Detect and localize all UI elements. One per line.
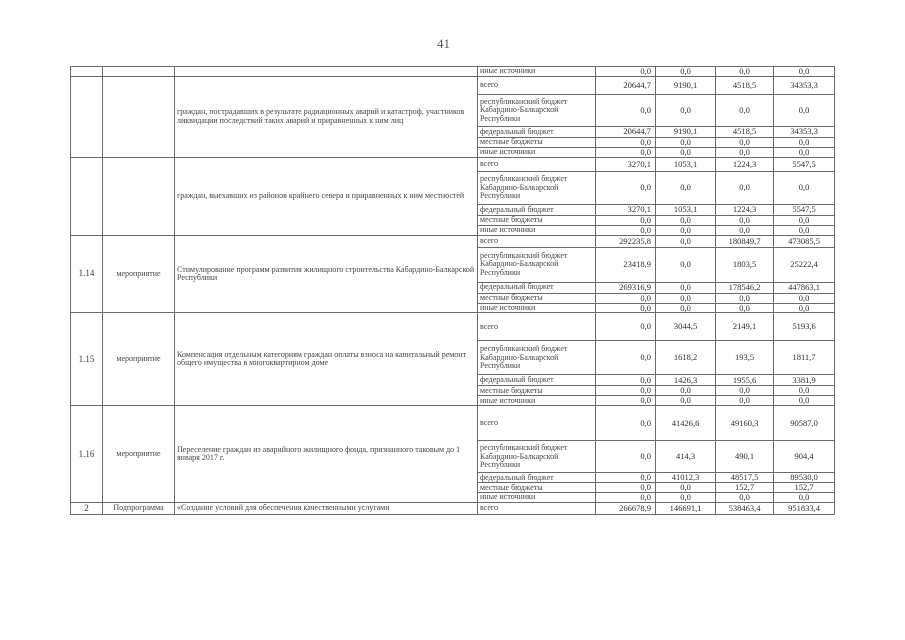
item-type (103, 67, 175, 77)
table-row (71, 76, 835, 94)
amount-cell: 180849,7 (716, 235, 774, 247)
amount-cell: 0,0 (716, 215, 774, 225)
amount-cell: 0,0 (774, 147, 835, 157)
amount-cell: 0,0 (656, 171, 716, 204)
amount-cell: 951833,4 (774, 503, 835, 515)
amount-cell: 1955,6 (716, 375, 774, 386)
amount-cell: 0,0 (774, 303, 835, 313)
item-number: 2 (71, 503, 103, 515)
amount-cell: 0,0 (596, 473, 656, 483)
amount-cell: 0,0 (596, 94, 656, 126)
amount-cell: 0,0 (656, 493, 716, 503)
amount-cell: 0,0 (656, 137, 716, 147)
funding-source: иные источники (478, 67, 596, 77)
item-type (103, 76, 175, 157)
funding-source: местные бюджеты (478, 483, 596, 493)
table-row (71, 406, 835, 441)
amount-cell: 0,0 (656, 147, 716, 157)
item-type (103, 157, 175, 235)
amount-cell: 20644,7 (596, 76, 656, 94)
amount-cell: 1426,3 (656, 375, 716, 386)
item-number (71, 157, 103, 235)
amount-cell: 0,0 (656, 235, 716, 247)
amount-cell: 0,0 (656, 282, 716, 293)
amount-cell: 0,0 (596, 215, 656, 225)
amount-cell: 178546,2 (716, 282, 774, 293)
amount-cell: 0,0 (716, 293, 774, 303)
amount-cell: 0,0 (774, 94, 835, 126)
amount-cell: 4518,5 (716, 76, 774, 94)
item-number: 1.15 (71, 313, 103, 406)
item-number (71, 76, 103, 157)
funding-source: иные источники (478, 493, 596, 503)
amount-cell: 0,0 (774, 225, 835, 235)
funding-source: местные бюджеты (478, 215, 596, 225)
amount-cell: 1224,3 (716, 204, 774, 215)
amount-cell: 269316,9 (596, 282, 656, 293)
amount-cell: 0,0 (596, 313, 656, 341)
item-description: Переселение граждан из аварийного жилищного фонда, признанного таковым до 1 января 2017 г. (175, 406, 478, 503)
amount-cell: 0,0 (716, 396, 774, 406)
funding-source: республиканский бюджет Кабардино-Балкарской Республики (478, 441, 596, 473)
amount-cell: 266678,9 (596, 503, 656, 515)
amount-cell: 0,0 (596, 396, 656, 406)
amount-cell: 0,0 (656, 396, 716, 406)
item-type: Подпрограмма (103, 503, 175, 515)
funding-source: всего (478, 76, 596, 94)
amount-cell: 473085,5 (774, 235, 835, 247)
funding-source: республиканский бюджет Кабардино-Балкарской Республики (478, 171, 596, 204)
funding-source: федеральный бюджет (478, 375, 596, 386)
amount-cell: 1053,1 (656, 204, 716, 215)
amount-cell: 414,3 (656, 441, 716, 473)
amount-cell: 0,0 (596, 406, 656, 441)
amount-cell: 0,0 (716, 147, 774, 157)
amount-cell: 1803,5 (716, 247, 774, 282)
amount-cell: 4518,5 (716, 126, 774, 137)
amount-cell: 0,0 (716, 493, 774, 503)
funding-source: иные источники (478, 147, 596, 157)
amount-cell: 0,0 (596, 441, 656, 473)
funding-source: республиканский бюджет Кабардино-Балкарской Республики (478, 341, 596, 375)
amount-cell: 20644,7 (596, 126, 656, 137)
amount-cell: 292235,8 (596, 235, 656, 247)
amount-cell: 0,0 (656, 67, 716, 77)
table-row (71, 313, 835, 341)
funding-source: иные источники (478, 303, 596, 313)
amount-cell: 0,0 (596, 483, 656, 493)
amount-cell: 0,0 (596, 225, 656, 235)
table-row (71, 503, 835, 515)
amount-cell: 0,0 (596, 303, 656, 313)
amount-cell: 0,0 (774, 171, 835, 204)
amount-cell: 49160,3 (716, 406, 774, 441)
funding-source: иные источники (478, 396, 596, 406)
amount-cell: 0,0 (716, 171, 774, 204)
amount-cell: 23418,9 (596, 247, 656, 282)
funding-source: иные источники (478, 225, 596, 235)
amount-cell: 90587,0 (774, 406, 835, 441)
item-number (71, 67, 103, 77)
amount-cell: 0,0 (656, 94, 716, 126)
funding-source: местные бюджеты (478, 137, 596, 147)
amount-cell: 0,0 (774, 386, 835, 396)
amount-cell: 447863,1 (774, 282, 835, 293)
amount-cell: 0,0 (716, 386, 774, 396)
amount-cell: 0,0 (774, 67, 835, 77)
item-description: граждан, пострадавших в результате радиационных аварий и катастроф, участников ликвидации последствий таких аварий и приравненных к ним лиц (175, 76, 478, 157)
amount-cell: 3044,5 (656, 313, 716, 341)
amount-cell: 34353,3 (774, 126, 835, 137)
amount-cell: 34353,3 (774, 76, 835, 94)
table-row (71, 67, 835, 77)
funding-source: всего (478, 503, 596, 515)
amount-cell: 89530,0 (774, 473, 835, 483)
amount-cell: 3270,1 (596, 157, 656, 171)
amount-cell: 152,7 (716, 483, 774, 493)
amount-cell: 0,0 (774, 396, 835, 406)
item-type: мероприятие (103, 313, 175, 406)
item-description: граждан, выехавших из районов крайнего севера и приравненных к ним местностей (175, 157, 478, 235)
amount-cell: 0,0 (656, 386, 716, 396)
amount-cell: 0,0 (656, 225, 716, 235)
amount-cell: 904,4 (774, 441, 835, 473)
item-description: Стимулирование программ развития жилищного строительства Кабардино-Балкарской Республики (175, 235, 478, 313)
item-type: мероприятие (103, 235, 175, 313)
funding-source: местные бюджеты (478, 386, 596, 396)
amount-cell: 0,0 (596, 147, 656, 157)
funding-source: федеральный бюджет (478, 282, 596, 293)
amount-cell: 0,0 (596, 137, 656, 147)
table-row (71, 235, 835, 247)
funding-source: федеральный бюджет (478, 126, 596, 137)
amount-cell: 193,5 (716, 341, 774, 375)
amount-cell: 1811,7 (774, 341, 835, 375)
amount-cell: 0,0 (656, 215, 716, 225)
amount-cell: 2149,1 (716, 313, 774, 341)
amount-cell: 1618,2 (656, 341, 716, 375)
item-description: «Создание условий для обеспечения качественными услугами (175, 503, 478, 515)
amount-cell: 0,0 (656, 247, 716, 282)
amount-cell: 0,0 (716, 303, 774, 313)
funding-source: местные бюджеты (478, 293, 596, 303)
amount-cell: 0,0 (716, 225, 774, 235)
amount-cell: 1053,1 (656, 157, 716, 171)
amount-cell: 0,0 (656, 293, 716, 303)
funding-source: республиканский бюджет Кабардино-Балкарской Республики (478, 247, 596, 282)
amount-cell: 0,0 (596, 375, 656, 386)
funding-source: всего (478, 406, 596, 441)
funding-source: всего (478, 157, 596, 171)
funding-source: республиканский бюджет Кабардино-Балкарской Республики (478, 94, 596, 126)
funding-source: федеральный бюджет (478, 204, 596, 215)
item-number: 1.16 (71, 406, 103, 503)
funding-source: федеральный бюджет (478, 473, 596, 483)
budget-table (70, 66, 835, 515)
amount-cell: 25222,4 (774, 247, 835, 282)
amount-cell: 0,0 (596, 67, 656, 77)
amount-cell: 48517,5 (716, 473, 774, 483)
amount-cell: 3381,9 (774, 375, 835, 386)
amount-cell: 0,0 (656, 303, 716, 313)
amount-cell: 5547,5 (774, 204, 835, 215)
page-number: 41 (437, 36, 450, 51)
amount-cell: 5193,6 (774, 313, 835, 341)
amount-cell: 1224,3 (716, 157, 774, 171)
amount-cell: 9190,1 (656, 126, 716, 137)
amount-cell: 41426,6 (656, 406, 716, 441)
amount-cell: 146691,1 (656, 503, 716, 515)
amount-cell: 0,0 (716, 94, 774, 126)
amount-cell: 0,0 (596, 293, 656, 303)
amount-cell: 0,0 (774, 215, 835, 225)
amount-cell: 41012,3 (656, 473, 716, 483)
amount-cell: 0,0 (774, 137, 835, 147)
amount-cell: 0,0 (716, 67, 774, 77)
amount-cell: 0,0 (716, 137, 774, 147)
amount-cell: 152,7 (774, 483, 835, 493)
funding-source: всего (478, 313, 596, 341)
item-number: 1.14 (71, 235, 103, 313)
amount-cell: 0,0 (656, 483, 716, 493)
amount-cell: 0,0 (774, 493, 835, 503)
amount-cell: 5547,5 (774, 157, 835, 171)
amount-cell: 490,1 (716, 441, 774, 473)
amount-cell: 0,0 (596, 171, 656, 204)
amount-cell: 0,0 (596, 493, 656, 503)
item-description: Компенсация отдельным категориям граждан оплаты взноса на капитальный ремонт общего имущества в многоквартирном доме (175, 313, 478, 406)
amount-cell: 0,0 (596, 386, 656, 396)
amount-cell: 0,0 (596, 341, 656, 375)
amount-cell: 9190,1 (656, 76, 716, 94)
item-description (175, 67, 478, 77)
funding-source: всего (478, 235, 596, 247)
amount-cell: 0,0 (774, 293, 835, 303)
amount-cell: 3270,1 (596, 204, 656, 215)
amount-cell: 538463,4 (716, 503, 774, 515)
table-row (71, 157, 835, 171)
item-type: мероприятие (103, 406, 175, 503)
